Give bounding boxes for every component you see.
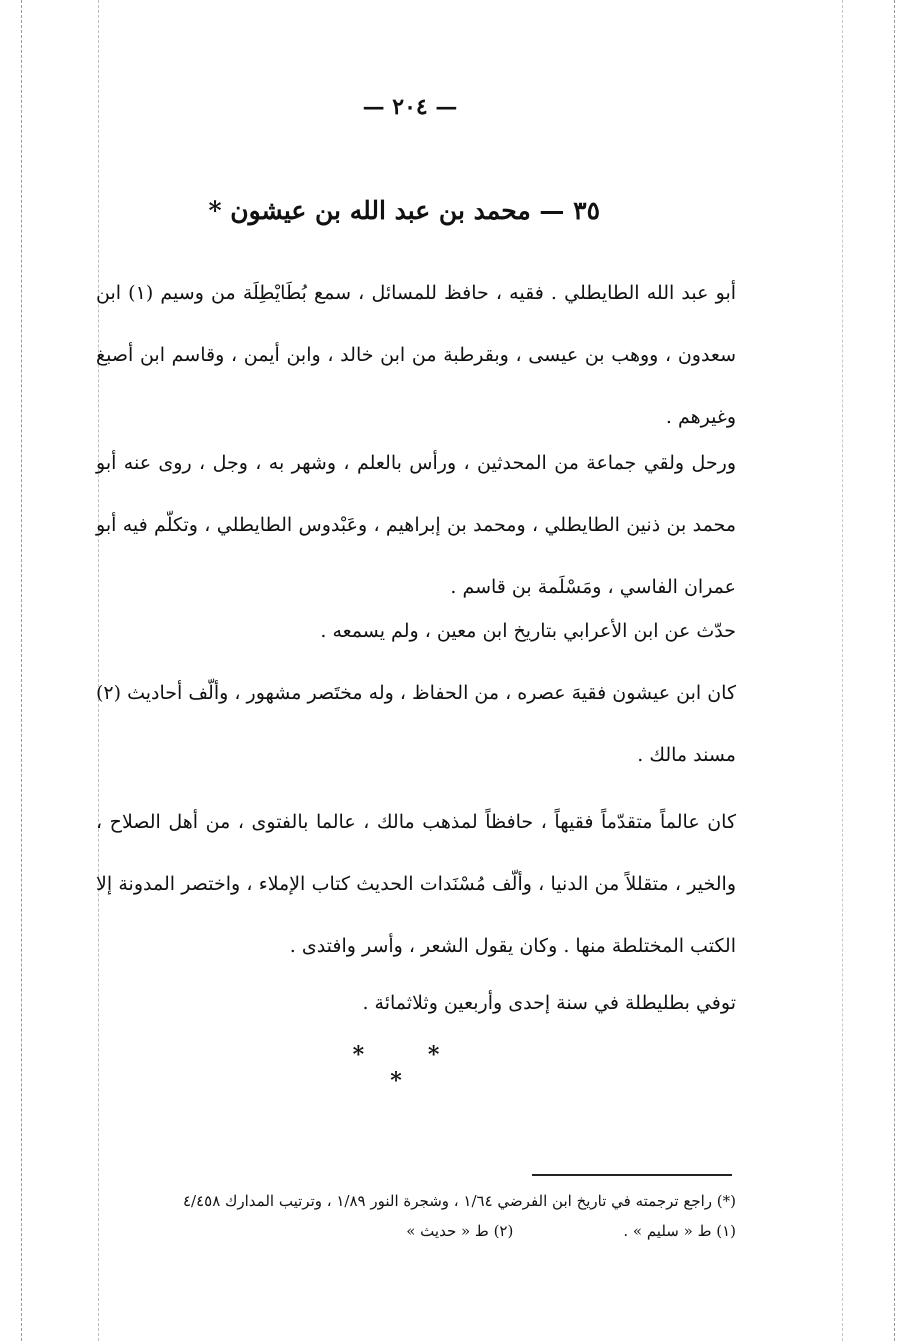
footnote-variants <box>96 1216 736 1246</box>
paragraph-travels: ورحل ولقي جماعة من المحدثين ، ورأس بالعلم ، وشهر به ، وجل ، روى عنه أبو محمد بن ذنين الطايطلي ، ومحمد بن إبراهيم ، وعَبْدوس الطايطلي ، وتكلّم فيه أبو عمران الفاسي ، ومَسْلَمة بن قاسم . <box>96 452 736 598</box>
paragraph-works: كان ابن عيشون فقيهَ عصره ، من الحفاظ ، وله مختَصر مشهور ، وألّف أحاديث (٢) مسند مالك . <box>96 682 736 766</box>
footnotes <box>96 1186 736 1246</box>
footnote-source: (*) راجع ترجمته في تاريخ ابن الفرضي ١/٦٤ ، وشجرة النور ١/٨٩ ، وترتيب المدارك ٤/٤٥٨ <box>182 1192 736 1210</box>
footnote-2: (٢) ط « حديث » <box>406 1222 514 1240</box>
paragraph-biography: أبو عبد الله الطايطلي . فقيه ، حافظ للمسائل ، سمع بُطَايْطِلَة من وسيم (١) ابن سعدون ، ووهب بن عيسى ، وبقرطبة من ابن خالد ، وابن أيمن ، وقاسم ابن أصبغ وغيرهم . <box>96 282 737 428</box>
footnote-1: (١) ط « سليم » . <box>623 1222 736 1240</box>
entry-title: ٣٥ — محمد بن عبد الله بن عيشون * <box>208 196 600 225</box>
scan-guide-line <box>21 0 22 1341</box>
scan-guide-line <box>842 0 843 1341</box>
paragraph-narration: حدّث عن ابن الأعرابي بتاريخ ابن معين ، ولم يسمعه . <box>320 620 736 642</box>
scan-guide-line <box>894 0 895 1341</box>
paragraph-death: توفي بطليطلة في سنة إحدى وأربعين وثلاثمائة . <box>362 992 736 1014</box>
page-number: — ٢٠٤ — <box>362 94 458 120</box>
paragraph-description: كان عالماً متقدّماً فقيهاً ، حافظاً لمذهب مالك ، عالما بالفتوى ، من أهل الصلاح ، والخير ، متقللاً من الدنيا ، وألّف مُسْنَدات الحديث كتاب الإملاء ، واختصر المدونة إلا الكتب المختلطة منها . وكان يقول الشعر ، وأسر وافتدى . <box>96 811 736 957</box>
footnote-divider <box>532 1174 732 1176</box>
section-separator: * * * <box>352 1042 468 1094</box>
